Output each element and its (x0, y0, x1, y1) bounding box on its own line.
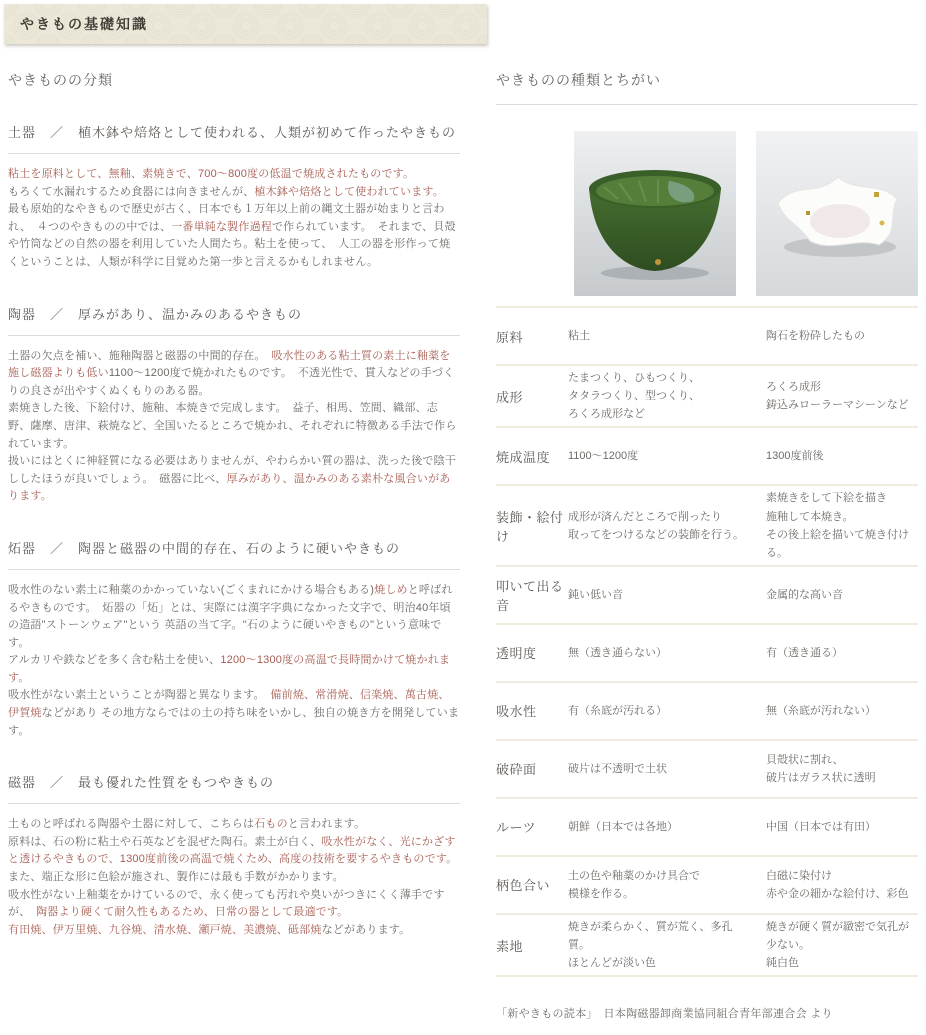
section-title-doki (8, 122, 460, 154)
section-title-touki (8, 304, 460, 336)
cell-line: 中国（日本では有田） (766, 820, 876, 833)
section-subtitle: 植木鉢や焙烙として使われる、人類が初めて作ったやきもの (78, 125, 457, 140)
row-label: 原料 (496, 329, 524, 345)
text-run-emphasis: 吸水性のある粘土質の素土に釉薬を施し磁器よりも低い (8, 349, 451, 380)
porcelain-cell (766, 644, 918, 662)
row-label: 破砕面 (496, 762, 537, 778)
section-term: 陶器 (8, 306, 37, 322)
porcelain-cell (766, 378, 918, 414)
porcelain-cell (766, 867, 918, 903)
comparison-column (496, 44, 918, 1035)
text-run: 土器の欠点を補い、施釉陶器と磁器の中間的存在。 (8, 349, 272, 362)
slash-separator: ／ (50, 540, 65, 556)
page-header (4, 4, 487, 44)
cell-line: 破片は不透明で土状 (568, 762, 667, 775)
cell-line: 純白色 (766, 957, 799, 970)
pottery-cell (568, 818, 766, 836)
cell-line: 焼きが柔らかく、質が荒く、多孔質。 (568, 920, 733, 952)
porcelain-cell (766, 818, 918, 836)
text-run: 吸水性のない素土に釉薬のかかっていない(ごくまれにかける場合もある) (8, 583, 375, 596)
pottery-cell (568, 760, 766, 778)
text-run-emphasis: 植木鉢や焙烙として使われています。 (254, 185, 439, 198)
porcelain-cell (766, 327, 918, 345)
text-run-emphasis: 厚みがあり、温かみのある素朴な風合いがあります。 (8, 472, 451, 503)
cell-line: 破片はガラス状に透明 (766, 771, 876, 784)
pottery-cell (568, 644, 766, 662)
table-row (496, 797, 918, 855)
page-title: やきもの基礎知識 (20, 16, 148, 32)
pottery-cell (568, 447, 766, 465)
text-run: と言われます。 (287, 818, 366, 831)
cell-line: 鈍い低い音 (568, 588, 623, 601)
table-row (496, 306, 918, 364)
cell-line: 貝殻状に割れ、 (766, 753, 844, 766)
comparison-table (496, 306, 918, 977)
text-run: などがあり その地方ならではの土の持ち味をいかし、独自の焼き方を開発しています。 (8, 707, 460, 737)
green-bowl-photo (574, 131, 736, 296)
pottery-cell (568, 327, 766, 345)
text-run-emphasis: 備前焼、常滑焼、信楽焼、萬古焼、伊賀焼 (8, 689, 450, 720)
pottery-cell (568, 918, 766, 972)
porcelain-cell (766, 586, 918, 604)
cell-line: ほとんどが淡い色 (568, 957, 656, 970)
cell-line: タタラつくり、型つくり、 (568, 390, 700, 403)
slash-separator: ／ (50, 125, 65, 140)
row-label: 素地 (496, 938, 524, 954)
table-row (496, 565, 918, 623)
text-run: 吸水性がない素土ということが陶器と異なります。 (8, 689, 271, 702)
text-run: 素焼きした後、下絵付け、施釉、本焼きで完成します。 益子、相馬、笠間、織部、志野、薩摩、唐津、萩焼など、全国いたるところで焼かれ、それぞれに特徴ある手法で作られています。 (8, 402, 457, 450)
comparison-heading: やきものの種類とちがい (496, 72, 661, 88)
table-row (496, 623, 918, 681)
row-label: ルーツ (496, 820, 536, 836)
text-run: と呼ばれるやきものです。 炻器の「炻」とは、実際には漢字字典になかった文字で、明治40年頃の造語"ストーンウェア"という 英語の当て字。"石のように硬いやきもの"という意味です。 (8, 583, 453, 649)
porcelain-cell (766, 751, 918, 787)
cell-line: 金属的な高い音 (766, 588, 843, 601)
text-run-emphasis: 粘土を原料として、無釉、素焼きで、700～800度の低温で焼成されたものです。 (8, 168, 415, 180)
section-term: 炻器 (8, 540, 37, 556)
heading-divider (496, 104, 918, 105)
white-dish-image (756, 131, 918, 296)
pottery-cell (568, 586, 766, 604)
content-columns (0, 44, 926, 1035)
text-run: また、端正な形に色絵が施され、製作には最も手数がかかります。 (8, 871, 344, 884)
cell-line: 土の色や釉薬のかけ具合で (568, 869, 700, 882)
row-label: 成形 (496, 389, 524, 405)
cell-line: 鋳込みローラーマシーンなど (766, 399, 909, 412)
section-body-jiki (8, 816, 460, 939)
cell-line: 施釉して本焼き。 (766, 510, 854, 523)
text-run: アルカリや鉄などを多く含む粘土を使い、 (8, 654, 221, 667)
cell-line: 1300度前後 (766, 450, 824, 463)
slash-separator: ／ (50, 306, 65, 322)
cell-line: 粘土 (568, 329, 590, 342)
cell-line: 陶石を粉砕したもの (766, 329, 865, 342)
source-citation: 「新やきもの読本」 日本陶磁器卸商業協同組合青年部連合会 より (496, 1008, 833, 1021)
white-dish-photo (756, 131, 918, 296)
row-label: 透明度 (496, 646, 537, 662)
cell-line: 赤や金の細かな絵付け、彩色 (766, 887, 909, 900)
text-run-emphasis: 吸水性がなく、光にかざすと透けるやきもので、1300度前後の高温で焼くため、高度の技術を要するやきものです。 (8, 835, 458, 866)
cell-line: ろくろ成形など (568, 408, 645, 421)
section-body-touki (8, 348, 460, 506)
cell-line: 素焼きをして下絵を描き (766, 492, 887, 505)
section-title-sekki (8, 538, 460, 570)
text-run-emphasis: 有田焼、伊万里焼、九谷焼、清水焼、瀬戸焼、美濃焼、砥部焼 (8, 923, 322, 936)
table-row (496, 364, 918, 426)
cell-line: たまつくり、ひもつくり、 (568, 372, 700, 384)
text-run: 扱いにはとくに神経質になる必要はありませんが、やわらかい質の器は、洗った後で陰干ししたほうが良いでしょう。 磁器に比べ、 (8, 455, 456, 485)
porcelain-cell (766, 918, 918, 972)
section-term: 土器 (8, 125, 37, 140)
text-run: 吸水性がない上釉薬をかけているので、永く使っても汚れや臭いがつきにくく薄手ですが、 (8, 888, 445, 919)
table-row (496, 913, 918, 975)
green-bowl-image (574, 131, 736, 296)
row-label: 装飾・絵付け (496, 509, 564, 544)
cell-line: 模様を作る。 (568, 887, 634, 900)
text-run-emphasis: 石もの (254, 818, 288, 831)
text-run: もろくて水漏れするため食器には向きませんが、 (8, 185, 255, 198)
section-subtitle: 最も優れた性質をもつやきもの (78, 775, 275, 791)
cell-line: ろくろ成形 (766, 381, 821, 394)
table-row (496, 681, 918, 739)
cell-line: 朝鮮（日本では各地） (568, 820, 678, 833)
row-label: 叩いて出る音 (496, 578, 564, 613)
porcelain-cell (766, 702, 918, 720)
cell-line: 1100～1200度 (568, 450, 639, 463)
section-touki (8, 304, 460, 506)
porcelain-cell (766, 489, 918, 562)
section-sekki (8, 538, 460, 740)
text-run-emphasis: 焼しめ (374, 583, 408, 596)
cell-line: 白磁に染付け (766, 869, 832, 882)
cell-line: その後上絵を描いて焼き付ける。 (766, 528, 909, 559)
text-run: 1100～1200度で焼かれたものです。 不透光性で、貫入などの手づくりの良さが出やすくぬくもりのある器。 (8, 367, 455, 397)
cell-line: 無（透き通らない） (568, 646, 667, 659)
section-subtitle: 陶器と磁器の中間的存在、石のように硬いやきもの (78, 540, 401, 556)
section-jiki (8, 772, 460, 939)
table-row (496, 739, 918, 797)
classification-column (8, 44, 460, 939)
pottery-cell (568, 702, 766, 720)
row-label: 焼成温度 (496, 449, 551, 465)
row-label: 吸水性 (496, 704, 537, 720)
row-label: 柄色合い (496, 878, 551, 894)
text-run: などがあります。 (321, 923, 411, 936)
section-subtitle: 厚みがあり、温かみのあるやきもの (78, 306, 303, 322)
porcelain-cell (766, 447, 918, 465)
pottery-cell (568, 508, 766, 544)
text-run-emphasis: 1200～1300度の高温で長時間かけて焼かれます。 (8, 654, 451, 684)
page (0, 4, 926, 1035)
classification-heading: やきものの分類 (8, 72, 113, 88)
section-body-doki (8, 166, 460, 272)
text-run: 原料は、石の粉に粘土や石英などを混ぜた陶石。素土が白く、 (8, 835, 322, 848)
text-run: で作られています。 それまで、貝殻や竹筒などの自然の器を利用していた人間たち。粘土を使って、 人工の器を形作って焼くということは、人類が科学に目覚めた第一歩と言えるかもしれません。 (8, 220, 456, 268)
section-doki (8, 122, 460, 272)
pottery-cell (568, 867, 766, 903)
slash-separator: ／ (50, 775, 65, 791)
table-row (496, 484, 918, 565)
section-body-sekki (8, 582, 460, 740)
cell-line: 成形が済んだところで削ったり (568, 510, 722, 523)
section-term: 磁器 (8, 775, 37, 791)
cell-line: 有（糸底が汚れる） (568, 704, 667, 717)
table-row (496, 855, 918, 913)
text-run: 最も原始的なやきもので歴史が古く、日本でも１万年以上前の縄文土器が始まりと言われ、 ４つのやきものの中では、 (8, 185, 450, 233)
cell-line: 取ってをつけるなどの装飾を行う。 (568, 528, 744, 541)
text-run-emphasis: 陶器より硬くて耐久性もあるため、日常の器として最適です。 (36, 906, 349, 919)
section-title-jiki (8, 772, 460, 804)
product-photos (496, 131, 918, 296)
cell-line: 焼きが硬く質が緻密で気孔が少ない。 (766, 920, 909, 952)
table-row (496, 426, 918, 484)
text-run-emphasis: 一番単純な製作過程 (171, 220, 272, 233)
cell-line: 無（糸底が汚れない） (766, 704, 876, 717)
cell-line: 有（透き通る） (766, 646, 843, 659)
text-run: 土ものと呼ばれる陶器や土器に対して、こちらは (8, 818, 255, 831)
pottery-cell (568, 369, 766, 423)
